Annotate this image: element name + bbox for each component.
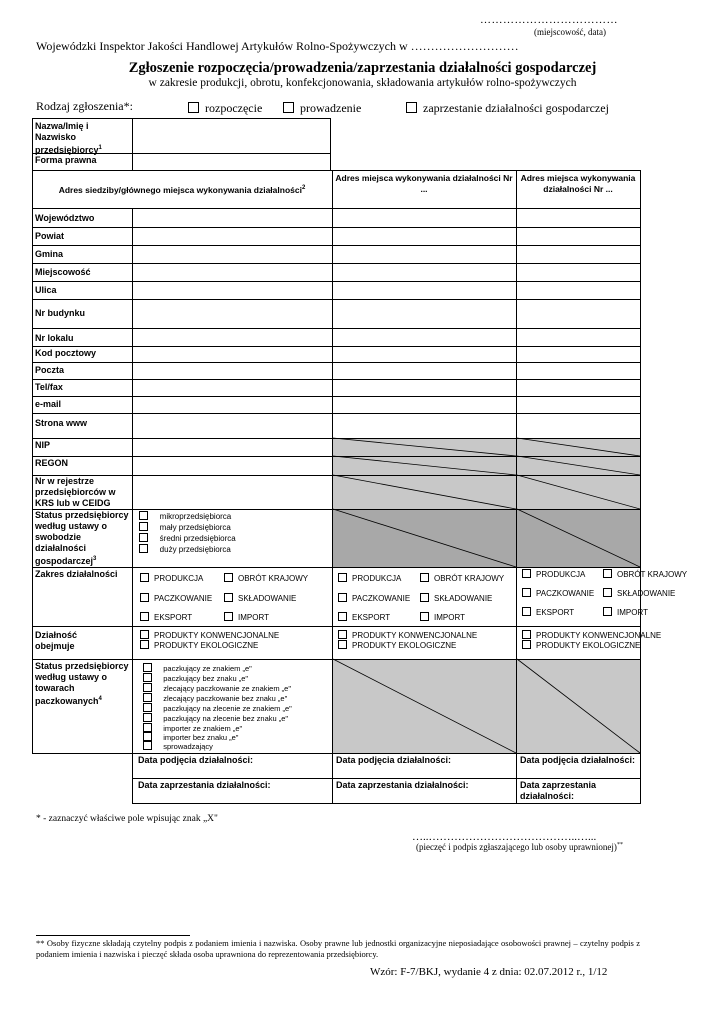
packaged-option[interactable]: zlecający paczkowanie bez znaku „e" [143, 693, 287, 704]
packaged-option[interactable]: importer bez znaku „e" [143, 732, 238, 743]
row-district: Powiat [35, 231, 65, 241]
checkbox-icon[interactable] [224, 573, 233, 582]
status-option-micro[interactable]: mikroprzedsiębiorca [139, 511, 231, 522]
status-option-small[interactable]: mały przedsiębiorca [139, 522, 231, 533]
row-status: Status przedsiębiorcy według ustawy o swobodzie działalności gospodarczej$^3$ [35, 510, 129, 566]
checkbox-icon[interactable] [338, 640, 347, 649]
scope3-packing[interactable]: PACZKOWANIE [522, 588, 594, 599]
checkbox-icon[interactable] [338, 630, 347, 639]
checkbox-icon[interactable] [338, 612, 347, 621]
checkbox-icon[interactable] [140, 630, 149, 639]
checkbox-icon[interactable] [140, 593, 149, 602]
start-date-label-3: Data podjęcia działalności: [520, 755, 636, 765]
activity1-conventional[interactable]: PRODUKTY KONWENCJONALNE [140, 630, 279, 641]
checkbox-icon[interactable] [143, 673, 152, 682]
seat-address-header: Adres siedziby/głównego miejsca wykonywania działalności$^2$ [58, 184, 306, 195]
start-date-label-2: Data podjęcia działalności: [336, 755, 452, 765]
checkbox-icon[interactable] [143, 683, 152, 692]
checkbox-icon[interactable] [522, 607, 531, 616]
form-footer: Wzór: F-7/BKJ, wydanie 4 z dnia: 02.07.2012 r., 1/12 [370, 966, 608, 978]
checkbox-icon[interactable] [143, 693, 152, 702]
checkbox-icon[interactable] [143, 723, 152, 732]
packaged-option[interactable]: importer ze znakiem „e" [143, 723, 242, 734]
row-city: Miejscowość [35, 267, 91, 277]
packaged-option[interactable]: paczkujący bez znaku „e" [143, 673, 248, 684]
activity3-conventional[interactable]: PRODUKTY KONWENCJONALNE [522, 630, 661, 641]
activity1-organic[interactable]: PRODUKTY EKOLOGICZNE [140, 640, 258, 651]
scope2-domestic[interactable]: OBRÓT KRAJOWY [420, 573, 504, 584]
footnote-divider [36, 935, 190, 936]
checkbox-icon[interactable] [603, 569, 612, 578]
scope3-production[interactable]: PRODUKCJA [522, 569, 585, 580]
scope2-export[interactable]: EKSPORT [338, 612, 390, 623]
row-postal-code: Kod pocztowy [35, 348, 96, 358]
checkbox-icon[interactable] [140, 640, 149, 649]
checkbox-icon[interactable] [139, 511, 148, 520]
packaged-option[interactable]: paczkujący ze znakiem „e" [143, 663, 252, 674]
row-nip: NIP [35, 440, 51, 450]
form-title: Zgłoszenie rozpoczęcia/prowadzenia/zaprzestania działalności gospodarczej [128, 60, 597, 76]
option-start[interactable]: rozpoczęcie [188, 101, 262, 116]
signature-label: (pieczęć i podpis zgłaszającego lub osoby uprawnionej)** [416, 842, 623, 852]
scope2-import[interactable]: IMPORT [420, 612, 465, 623]
checkbox-icon[interactable] [139, 544, 148, 553]
scope2-packing[interactable]: PACZKOWANIE [338, 593, 410, 604]
row-email: e-mail [35, 399, 62, 409]
form-subtitle: w zakresie produkcji, obrotu, konfekcjonowania, składowania artykułów rolno-spożywczych [148, 77, 577, 89]
legal-form-label: Forma prawna [35, 155, 97, 165]
checkbox-icon[interactable] [338, 573, 347, 582]
checkbox-icon[interactable] [420, 573, 429, 582]
checkbox-icon[interactable] [143, 741, 152, 750]
row-building-no: Nr budynku [35, 308, 86, 318]
packaged-option[interactable]: paczkujący na zlecenie ze znakiem „e" [143, 703, 292, 714]
packaged-option[interactable]: zlecający paczkowanie ze znakiem „e" [143, 683, 291, 694]
row-post-office: Poczta [35, 365, 65, 375]
name-label: Nazwa/Imię i Nazwisko przedsiębiorcy$^1$ [35, 121, 102, 155]
scope1-export[interactable]: EKSPORT [140, 612, 192, 623]
scope1-production[interactable]: PRODUKCJA [140, 573, 203, 584]
row-regon: REGON [35, 458, 69, 468]
activity3-organic[interactable]: PRODUKTY EKOLOGICZNE [522, 640, 640, 651]
branch1-address-header: Adres miejsca wykonywania działalności Nr ... [335, 173, 513, 194]
scope3-export[interactable]: EKSPORT [522, 607, 574, 618]
checkbox-icon[interactable] [603, 588, 612, 597]
row-tel-fax: Tel/fax [35, 382, 63, 392]
status-option-large[interactable]: duży przedsiębiorca [139, 544, 231, 555]
row-street: Ulica [35, 285, 57, 295]
checkbox-icon[interactable] [420, 612, 429, 621]
scope1-storage[interactable]: SKŁADOWANIE [224, 593, 296, 604]
status-option-medium[interactable]: średni przedsiębiorca [139, 533, 236, 544]
start-date-label-1: Data podjęcia działalności: [138, 755, 254, 765]
packaged-option[interactable]: paczkujący na zlecenie bez znaku „e" [143, 713, 288, 724]
mark-note: * - zaznaczyć właściwe pole wpisując znak „X" [36, 814, 218, 824]
place-date-dots[interactable]: ……………………………… [480, 14, 618, 26]
footnote-text: ** Osoby fizyczne składają czytelny podpis z podaniem imienia i nazwiska. Osoby prawne lub jednostki organizacyjne nieposiadające osobowości prawnej – czytelny podpis z podaniem imienia i nazwiska i pieczęć składa osoba uprawniona do reprezentowania przedsiębiorcy. [36, 938, 640, 959]
row-commune: Gmina [35, 249, 64, 259]
scope3-storage[interactable]: SKŁADOWANIE [603, 588, 675, 599]
checkbox-icon[interactable] [420, 593, 429, 602]
activity2-organic[interactable]: PRODUKTY EKOLOGICZNE [338, 640, 456, 651]
place-date-label: (miejscowość, data) [534, 27, 606, 37]
end-date-label-3: Data zaprzestania działalności: [520, 780, 597, 801]
scope2-storage[interactable]: SKŁADOWANIE [420, 593, 492, 604]
scope3-import[interactable]: IMPORT [603, 607, 648, 618]
row-scope: Zakres działalności [35, 569, 118, 579]
end-date-label-2: Data zaprzestania działalności: [336, 780, 469, 790]
checkbox-icon[interactable] [338, 593, 347, 602]
checkbox-icon[interactable] [522, 640, 531, 649]
inspector-line: Wojewódzki Inspektor Jakości Handlowej Artykułów Rolno-Spożywczych w ……………………… [36, 39, 519, 53]
scope1-import[interactable]: IMPORT [224, 612, 269, 623]
row-activity: Działność obejmuje [35, 630, 78, 651]
scope1-domestic[interactable]: OBRÓT KRAJOWY [224, 573, 308, 584]
notification-type-label: Rodzaj zgłoszenia*: [36, 99, 133, 113]
option-cease[interactable]: zaprzestanie działalności gospodarczej [406, 101, 609, 116]
activity2-conventional[interactable]: PRODUKTY KONWENCJONALNE [338, 630, 477, 641]
checkbox-icon[interactable] [143, 703, 152, 712]
checkbox-icon[interactable] [143, 732, 152, 741]
checkbox-icon[interactable] [224, 612, 233, 621]
end-date-label-1: Data zaprzestania działalności: [138, 780, 271, 790]
signature-dots[interactable]: …..…………………………………..…... [412, 831, 597, 843]
row-voivodeship: Województwo [35, 213, 95, 223]
checkbox-icon[interactable] [522, 569, 531, 578]
scope1-packing[interactable]: PACZKOWANIE [140, 593, 212, 604]
checkbox-icon[interactable] [224, 593, 233, 602]
checkbox-icon[interactable] [140, 573, 149, 582]
checkbox-icon[interactable] [143, 713, 152, 722]
row-apartment-no: Nr lokalu [35, 333, 74, 343]
checkbox-icon[interactable] [522, 630, 531, 639]
branch2-address-header: Adres miejsca wykonywania działalności Nr ... [520, 173, 636, 194]
checkbox-icon[interactable] [603, 607, 612, 616]
checkbox-icon[interactable] [522, 588, 531, 597]
checkbox-icon[interactable] [139, 522, 148, 531]
packaged-option[interactable]: sprowadzający [143, 741, 213, 752]
row-packaged-status: Status przedsiębiorcy według ustawy o towarach paczkowanych$^4$ [35, 661, 129, 706]
row-registry: Nr w rejestrze przedsiębiorców w KRS lub w CEIDG [35, 476, 116, 508]
scope2-production[interactable]: PRODUKCJA [338, 573, 401, 584]
checkbox-icon[interactable] [139, 533, 148, 542]
checkbox-icon[interactable] [140, 612, 149, 621]
option-continue[interactable]: prowadzenie [283, 101, 361, 116]
row-website: Strona www [35, 418, 88, 428]
checkbox-icon[interactable] [143, 663, 152, 672]
scope3-domestic[interactable]: OBRÓT KRAJOWY [603, 569, 687, 580]
